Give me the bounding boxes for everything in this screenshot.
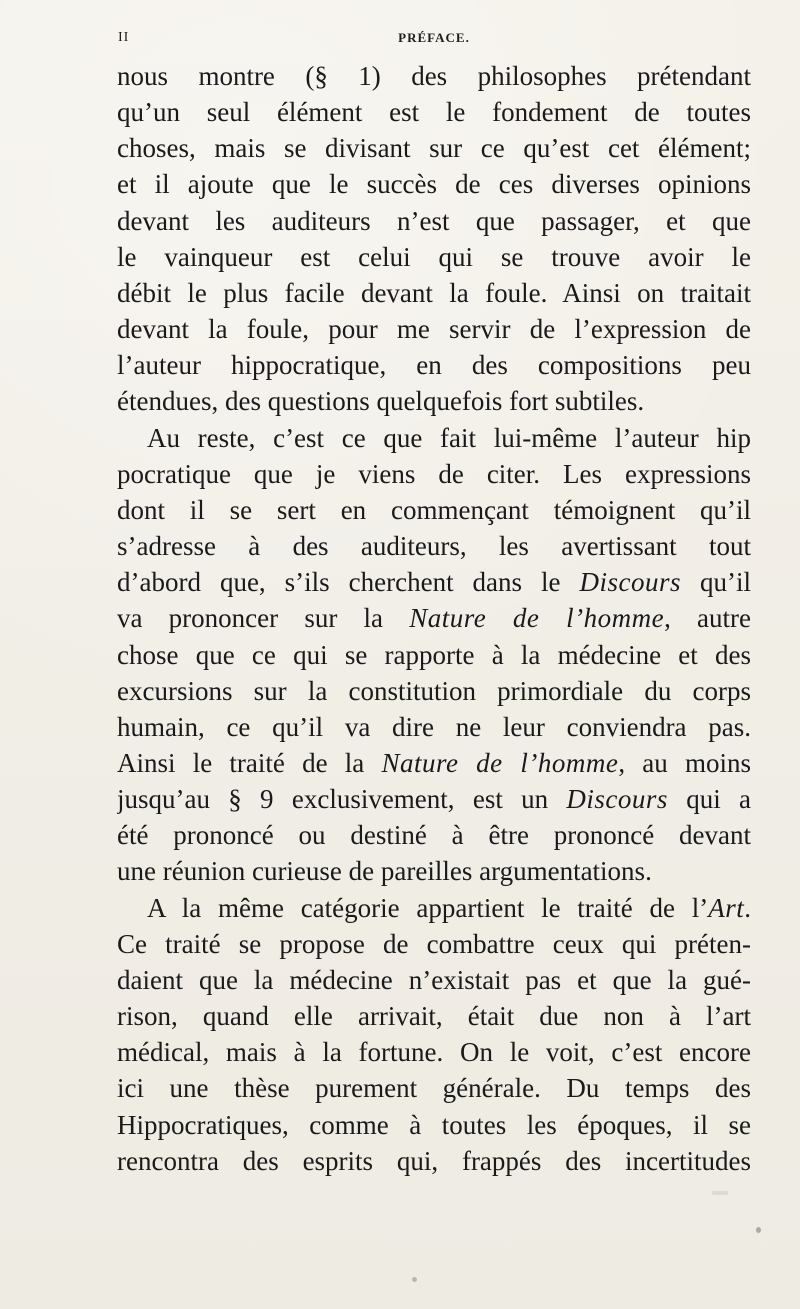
text-segment: qu’un seul élément est le fondement de toutes: [117, 97, 751, 128]
text-segment: excursions sur la constitution primordiale du corps: [117, 675, 751, 706]
text-line: [117, 492, 751, 528]
text-line: [117, 311, 751, 347]
italic-title: Discours: [566, 784, 668, 815]
text-segment: jusqu’au § 9 exclusivement, est un: [117, 784, 567, 815]
text-line: [117, 203, 751, 239]
text-line: [117, 745, 751, 781]
text-line: [117, 94, 751, 130]
text-segment: ici une thèse purement générale. Du temps des: [117, 1073, 751, 1104]
page-number: II: [118, 30, 130, 45]
text-line: [117, 998, 751, 1034]
text-segment: , autre: [664, 603, 751, 634]
text-line: [117, 383, 751, 419]
text-line: [117, 890, 751, 926]
text-segment: Au reste, c’est ce que fait lui-même l’auteur hip: [147, 422, 751, 453]
text-segment: Hippocratiques, comme à toutes les époques, il se: [117, 1109, 751, 1140]
text-segment: qui a: [667, 784, 751, 815]
text-line: [117, 817, 751, 853]
text-segment: médical, mais à la fortune. On le voit, c’est encore: [117, 1037, 751, 1068]
text-line: [117, 1034, 751, 1070]
text-segment: choses, mais se divisant sur ce qu’est cet élément;: [117, 133, 751, 164]
text-line: [117, 166, 751, 202]
text-segment: devant la foule, pour me servir de l’expression de: [117, 314, 751, 345]
ink-dot: [756, 1227, 761, 1233]
text-segment: d’abord que, s’ils cherchent dans le: [117, 567, 580, 598]
text-segment: va prononcer sur la: [117, 603, 410, 634]
italic-title: Art: [708, 892, 745, 923]
text-line: [117, 528, 751, 564]
text-segment: qu’il: [681, 567, 751, 598]
text-segment: rencontra des esprits qui, frappés des incertitudes: [117, 1145, 751, 1176]
text-line: [117, 239, 751, 275]
text-segment: daient que la médecine n’existait pas et que la gué-: [117, 964, 751, 995]
text-segment: A la même catégorie appartient le traité de l’: [147, 892, 709, 923]
text-line: [117, 1107, 751, 1143]
italic-title: Discours: [579, 567, 682, 598]
text-segment: étendues, des questions quelquefois fort subtiles.: [117, 386, 645, 417]
text-line: [117, 420, 751, 456]
text-segment: été prononcé ou destiné à être prononcé devant: [117, 820, 751, 851]
text-segment: dont il se sert en commençant témoignent qu’il: [117, 494, 751, 525]
ink-dot: [412, 1277, 417, 1282]
text-line: [117, 275, 751, 311]
text-segment: le vainqueur est celui qui se trouve avoir le: [117, 241, 751, 272]
italic-title: Nature de l’homme: [409, 603, 665, 634]
text-segment: Ce traité se propose de combattre ceux qui préten-: [117, 928, 751, 959]
text-line: [117, 709, 751, 745]
running-title: PRÉFACE.: [398, 30, 470, 45]
text-line: [117, 1143, 751, 1179]
text-segment: l’auteur hippocratique, en des compositions peu: [117, 350, 751, 381]
paper-smudge: [712, 1191, 728, 1195]
text-segment: .: [744, 892, 751, 923]
preface-body-text: [117, 58, 751, 1179]
text-line: [117, 130, 751, 166]
text-segment: nous montre (§ 1) des philosophes prétendant: [117, 61, 751, 91]
text-segment: Ainsi le traité de la: [117, 747, 382, 778]
text-segment: chose que ce qui se rapporte à la médecine et des: [117, 639, 751, 670]
text-line: [117, 962, 751, 998]
text-line: [117, 58, 751, 94]
text-segment: pocratique que je viens de citer. Les expressions: [117, 458, 751, 489]
text-segment: humain, ce qu’il va dire ne leur conviendra pas.: [117, 711, 751, 742]
text-line: [117, 673, 751, 709]
text-segment: , au moins: [618, 747, 751, 778]
text-line: [117, 564, 751, 600]
text-line: [117, 347, 751, 383]
text-line: [117, 1070, 751, 1106]
text-segment: rison, quand elle arrivait, était due non à l’art: [117, 1001, 751, 1032]
text-segment: débit le plus facile devant la foule. Ainsi on traitait: [117, 277, 751, 308]
text-line: [117, 600, 751, 636]
text-segment: devant les auditeurs n’est que passager, et que: [117, 205, 751, 236]
text-line: [117, 456, 751, 492]
text-line: [117, 781, 751, 817]
text-segment: une réunion curieuse de pareilles argumentations.: [117, 856, 652, 887]
text-line: [117, 926, 751, 962]
text-segment: s’adresse à des auditeurs, les avertissant tout: [117, 531, 751, 562]
text-line: [117, 637, 751, 673]
text-line: [117, 853, 751, 889]
italic-title: Nature de l’homme: [381, 747, 619, 778]
page-header: [118, 30, 750, 50]
text-segment: et il ajoute que le succès de ces diverses opinions: [117, 169, 751, 200]
